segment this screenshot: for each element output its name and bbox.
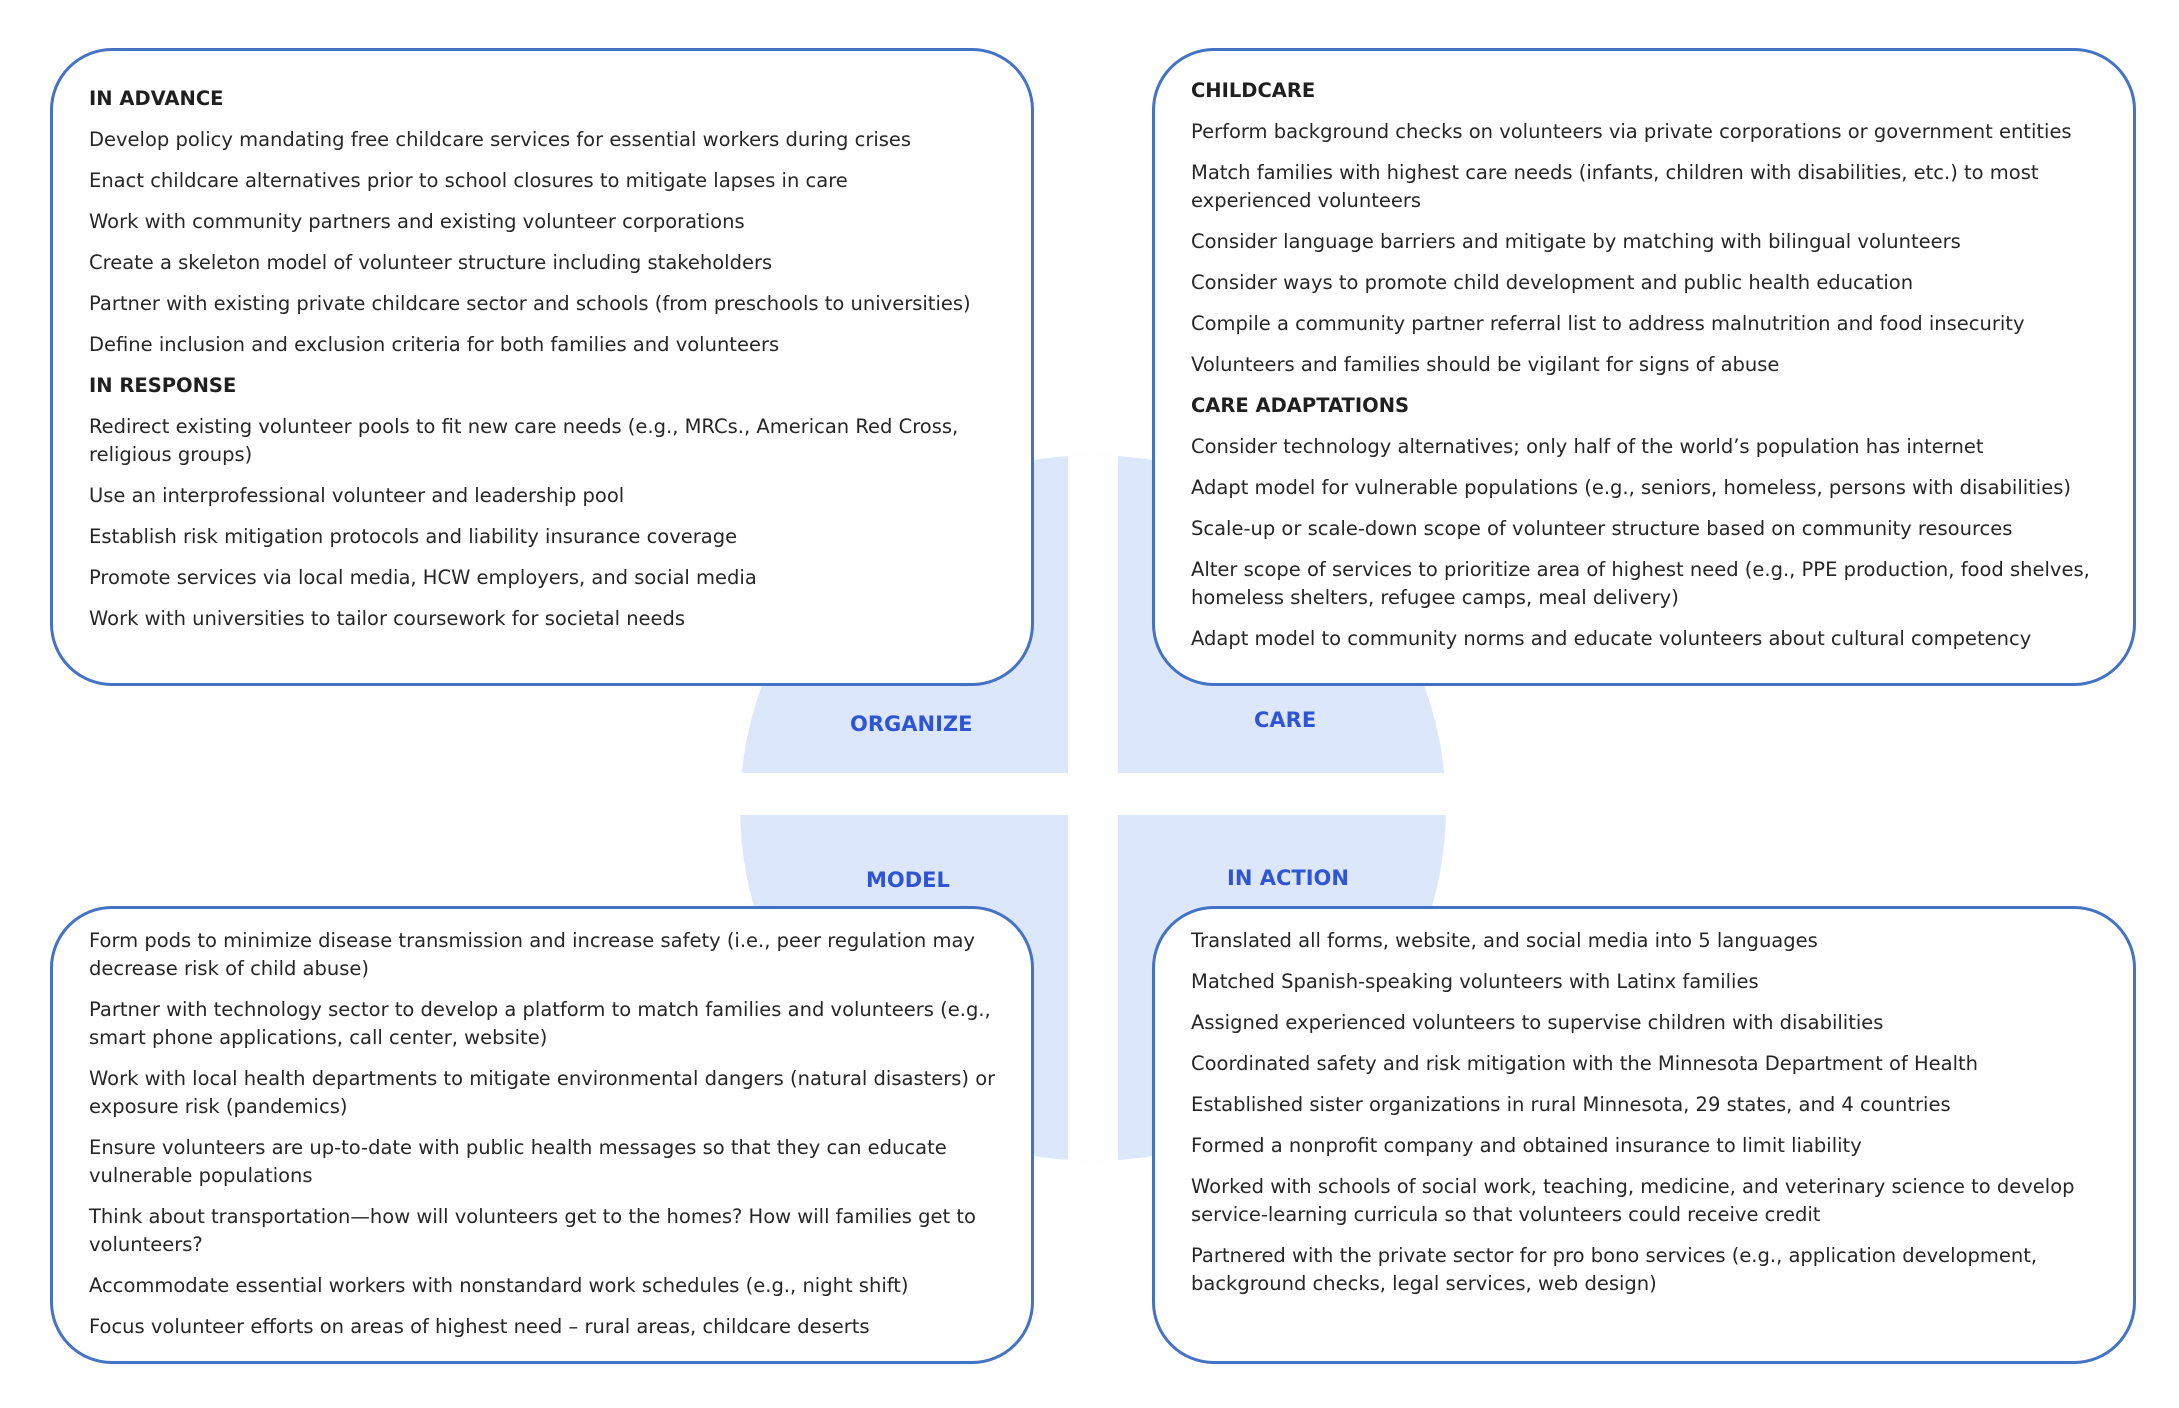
list-item: Create a skeleton model of volunteer structure including stakeholders — [89, 251, 773, 274]
in-action-label: IN ACTION — [1227, 866, 1349, 890]
list-item: Focus volunteer efforts on areas of highest need – rural areas, childcare deserts — [89, 1315, 870, 1338]
organize-label: ORGANIZE — [850, 712, 973, 736]
care-label: CARE — [1254, 708, 1317, 732]
list-item: Adapt model for vulnerable populations (e.g., seniors, homeless, persons with disabilities) — [1191, 476, 2071, 499]
list-item: Coordinated safety and risk mitigation with the Minnesota Department of Health — [1191, 1052, 1978, 1075]
list-item: Redirect existing volunteer pools to fit new care needs (e.g., MRCs., American Red Cross, religious groups) — [89, 415, 959, 466]
childcare-heading: CHILDCARE — [1191, 79, 1316, 102]
list-item: Consider language barriers and mitigate by matching with bilingual volunteers — [1191, 230, 1961, 253]
list-item: Use an interprofessional volunteer and leadership pool — [89, 484, 625, 507]
list-item: Assigned experienced volunteers to supervise children with disabilities — [1191, 1011, 1884, 1034]
list-item: Partner with existing private childcare sector and schools (from preschools to universities) — [89, 292, 971, 315]
care-adaptations-heading: CARE ADAPTATIONS — [1191, 394, 1410, 417]
list-item: Alter scope of services to prioritize area of highest need (e.g., PPE production, food shelves, homeless shelters, refugee camps, meal delivery) — [1191, 558, 2090, 609]
list-item: Consider technology alternatives; only half of the world’s population has internet — [1191, 435, 1984, 458]
list-item: Partner with technology sector to develop a platform to match families and volunteers (e.g., smart phone applications, call center, website) — [89, 998, 991, 1049]
care-box — [1152, 48, 2136, 686]
list-item: Perform background checks on volunteers via private corporations or government entities — [1191, 120, 2072, 143]
list-item: Enact childcare alternatives prior to school closures to mitigate lapses in care — [89, 169, 848, 192]
list-item: Established sister organizations in rural Minnesota, 29 states, and 4 countries — [1191, 1093, 1951, 1116]
list-item: Establish risk mitigation protocols and liability insurance coverage — [89, 525, 738, 548]
list-item: Scale-up or scale-down scope of volunteer structure based on community resources — [1191, 517, 2013, 540]
list-item: Matched Spanish-speaking volunteers with Latinx families — [1191, 970, 1759, 993]
list-item: Volunteers and families should be vigilant for signs of abuse — [1191, 353, 1780, 376]
in-response-heading: IN RESPONSE — [89, 374, 237, 397]
list-item: Form pods to minimize disease transmission and increase safety (i.e., peer regulation may decrease risk of child abuse) — [89, 929, 975, 980]
list-item: Formed a nonprofit company and obtained insurance to limit liability — [1191, 1134, 1862, 1157]
list-item: Partnered with the private sector for pro bono services (e.g., application development, background checks, legal services, web design) — [1191, 1244, 2038, 1295]
model-label: MODEL — [866, 868, 950, 892]
list-item: Translated all forms, website, and social media into 5 languages — [1191, 929, 1818, 952]
in-advance-heading: IN ADVANCE — [89, 87, 224, 110]
list-item: Worked with schools of social work, teaching, medicine, and veterinary science to develop service-learning curricula so that volunteers could receive credit — [1191, 1175, 2075, 1226]
list-item: Adapt model to community norms and educate volunteers about cultural competency — [1191, 627, 2032, 650]
model-box — [50, 906, 1034, 1364]
list-item: Ensure volunteers are up-to-date with public health messages so that they can educate vulnerable populations — [89, 1136, 947, 1187]
quadrant-divider-horizontal — [740, 773, 1446, 815]
list-item: Think about transportation—how will volunteers get to the homes? How will families get to volunteers? — [89, 1205, 976, 1256]
in-action-box — [1152, 906, 2136, 1364]
list-item: Work with local health departments to mitigate environmental dangers (natural disasters) or exposure risk (pandemics) — [89, 1067, 996, 1118]
organize-box — [50, 48, 1034, 686]
list-item: Promote services via local media, HCW employers, and social media — [89, 566, 757, 589]
list-item: Compile a community partner referral list to address malnutrition and food insecurity — [1191, 312, 2025, 335]
list-item: Work with universities to tailor coursework for societal needs — [89, 607, 686, 630]
list-item: Define inclusion and exclusion criteria for both families and volunteers — [89, 333, 780, 356]
list-item: Consider ways to promote child development and public health education — [1191, 271, 1914, 294]
list-item: Work with community partners and existing volunteer corporations — [89, 210, 745, 233]
list-item: Match families with highest care needs (infants, children with disabilities, etc.) to most experienced volunteers — [1191, 161, 2039, 212]
list-item: Accommodate essential workers with nonstandard work schedules (e.g., night shift) — [89, 1274, 909, 1297]
list-item: Develop policy mandating free childcare services for essential workers during crises — [89, 128, 912, 151]
